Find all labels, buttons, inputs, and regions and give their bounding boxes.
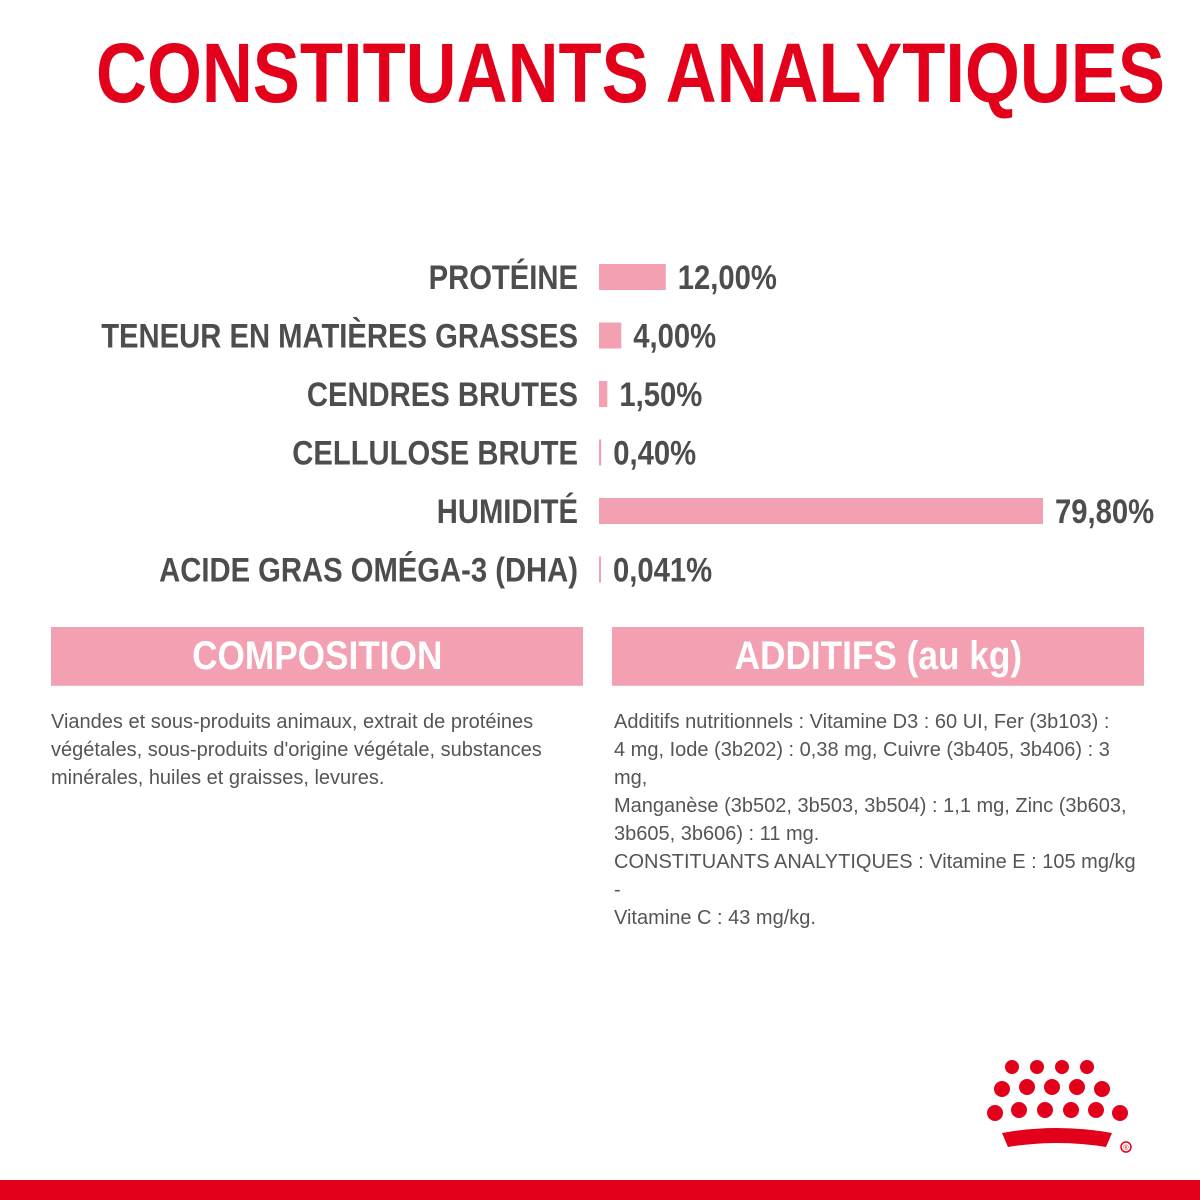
bar	[599, 264, 666, 290]
category-label: PROTÉINE	[428, 257, 578, 297]
composition-header	[51, 627, 583, 686]
value-label: 0,041%	[613, 550, 713, 590]
value-label: 1,50%	[619, 374, 703, 414]
category-label: CENDRES BRUTES	[306, 374, 578, 414]
page-title: CONSTITUANTS ANALYTIQUES	[96, 26, 1165, 120]
bar	[599, 323, 621, 349]
category-label: TENEUR EN MATIÈRES GRASSES	[101, 316, 578, 356]
analytical-bar-chart	[0, 240, 1200, 620]
bar	[599, 557, 601, 583]
category-label: HUMIDITÉ	[436, 491, 578, 531]
registered-mark: ®	[1123, 1145, 1129, 1152]
royal-crown-logo-icon	[982, 1055, 1142, 1175]
bar	[599, 381, 607, 407]
bar	[599, 440, 601, 466]
bottom-brand-bar	[0, 1180, 1200, 1200]
composition-text: Viandes et sous-produits animaux, extrait de protéines végétales, sous-produits d'origine végétale, substances minérales, huiles et graisses, levures.	[51, 711, 542, 789]
value-label: 12,00%	[677, 257, 777, 297]
value-label: 0,40%	[613, 433, 697, 473]
value-label: 4,00%	[633, 316, 717, 356]
category-label: CELLULOSE BRUTE	[292, 433, 578, 473]
additifs-text: Additifs nutritionnels : Vitamine D3 : 60 UI, Fer (3b103) : 4 mg, Iode (3b202) : 0,38 mg, Cuivre (3b405, 3b406) : 3 mg, Manganèse (3b502, 3b503, 3b504) : 1,1 mg, Zinc (3b603, 3b605, 3b606) : 11 mg. CONSTITUANTS ANALYTIQUES : Vitamine E : 105 mg/kg - Vitamine C : 43 mg/kg.	[614, 711, 1136, 929]
category-label: ACIDE GRAS OMÉGA-3 (DHA)	[159, 550, 578, 590]
bar	[599, 498, 1043, 524]
composition-header-label: COMPOSITION	[191, 633, 443, 678]
additifs-header-label: ADDITIFS (au kg)	[734, 633, 1022, 678]
value-label: 79,80%	[1055, 491, 1155, 531]
additifs-header	[612, 627, 1144, 686]
